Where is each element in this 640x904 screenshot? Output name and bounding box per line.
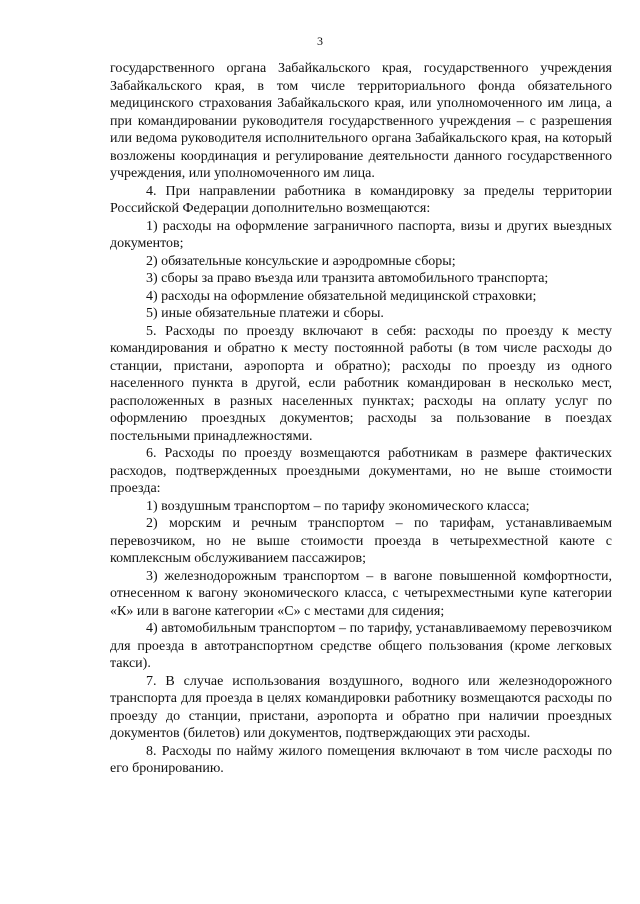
document-body (110, 60, 612, 778)
subitem-4-4: 4) расходы на оформление обязательной медицинской страховки; (146, 288, 537, 304)
subitem-4-5: 5) иные обязательные платежи и сборы. (146, 306, 384, 321)
subitem-4-2: 2) обязательные консульские и аэродромные сборы; (146, 253, 456, 269)
paragraph-continuation: государственного органа Забайкальского края, государственного учреждения Забайкальского края, в том числе территориального фонда обязательного медицинского страхования Забайкальского края, или уполномоченного им лица, а при командировании руководителя государственного учреждения – с разрешения или ведома руководителя исполнительного органа Забайкальского края, на который возложены координация и регулирование деятельности данного государственного учреждения, или уполномоченного им лица. (110, 61, 612, 181)
subitem-4-1: 1) расходы на оформление заграничного паспорта, визы и других выездных документов; (110, 218, 612, 251)
paragraph-item-4: 4. При направлении работника в командировку за пределы территории Российской Федерации дополнительно возмещаются: (110, 183, 612, 216)
subitem-6-3: 3) железнодорожным транспортом – в вагоне повышенной комфортности, отнесенном к вагону экономического класса, с четырехместными купе категории «К» или в вагоне категории «С» с местами для сидения; (110, 568, 612, 619)
subitem-6-2: 2) морским и речным транспортом – по тарифам, устанавливаемым перевозчиком, но не выше стоимости проезда в четырехместной каюте с комплексным обслуживанием пассажиров; (110, 516, 612, 566)
paragraph-item-7: 7. В случае использования воздушного, водного или железнодорожного транспорта для проезда в целях командировки работнику возмещаются расходы по проезду до станции, пристани, аэропорта и обратно при наличии проездных документов (билетов) или документов, подтверждающих эти расходы. (110, 673, 612, 741)
paragraph-item-6: 6. Расходы по проезду возмещаются работникам в размере фактических расходов, подтвержденных проездными документами, но не выше стоимости проезда: (110, 446, 612, 496)
subitem-4-3: 3) сборы за право въезда или транзита автомобильного транспорта; (146, 271, 549, 286)
subitem-6-1: 1) воздушным транспортом – по тарифу экономического класса; (146, 498, 530, 514)
page-number: 3 (317, 34, 323, 48)
subitem-6-4: 4) автомобильным транспортом – по тарифу, устанавливаемому перевозчиком для проезда в автотранспортном средстве общего пользования (кроме легковых такси). (110, 621, 612, 671)
paragraph-item-5: 5. Расходы по проезду включают в себя: расходы по проезду к месту командирования и обратно к месту постоянной работы (в том числе расходы до станции, пристани, аэропорта и обратно); расходы по проезду из одного населенного пункта в другой, если работник командирован в несколько мест, расположенных в разных населенных пунктах; расходы на оплату услуг по оформлению проездных документов; расходы за пользование в поездах постельными принадлежностями. (110, 323, 612, 444)
paragraph-item-8: 8. Расходы по найму жилого помещения включают в том числе расходы по его бронированию. (110, 743, 612, 776)
